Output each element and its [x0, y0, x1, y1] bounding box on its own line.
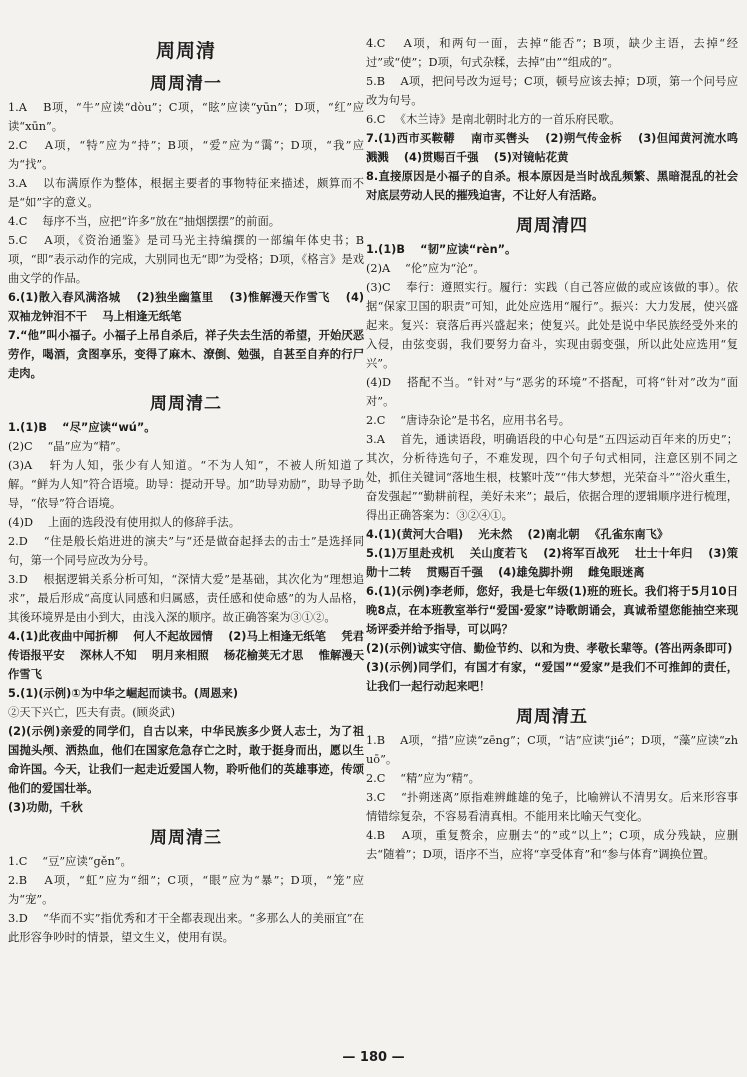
answer-item: 5.(1)(示例)①为中华之崛起而读书。(周恩来)	[8, 687, 239, 700]
answer-item: 3.C “扑朔迷离”原指难辨雌雄的兔子，比喻辨认不清男女。后来形容事情错综复杂，不容易看清真相。不能用来比喻天气变化。	[366, 791, 738, 823]
answer-item: 2.C “精”应为“精”。	[366, 772, 480, 785]
main-title: 周周清	[155, 40, 216, 62]
answer-item: 2.B A项，“虹”应为“细”；C项，“眼”应为“暴”；D项，“笼”应为“宠”。	[8, 874, 364, 906]
answer-item: ②天下兴亡，匹夫有责。(顾炎武)	[8, 706, 175, 719]
section-heading: 周周清五	[516, 707, 588, 727]
answer-item: 4.C 每序不当，应把“许多”放在“抽烟摆摆”的前面。	[8, 215, 281, 228]
answer-item: 7.(1)西市买鞍鞯 南市买辔头 (2)朔气传金柝 (3)但闻黄河流水鸣溅溅 (4)贯赐百千强 (5)对镜帖花黄	[366, 132, 738, 164]
answer-item: (2)(示例)诚实守信、勤俭节约、以和为贵、孝敬长辈等。(答出两条即可)	[366, 642, 733, 655]
answer-item: 3.A 以布满原作为整体，根据主要者的事物特征来描述，颇算而不是“如”字的意义。	[8, 177, 364, 209]
right-column	[366, 34, 738, 864]
answer-item: 4.(1)此夜曲中闻折柳 何人不起故园情 (2)马上相逢无纸笔 凭君传语报平安 深林人不知 明月来相照 杨花榆荚无才思 惟解漫天作雪飞	[8, 630, 364, 681]
answer-item: 2.D “住是般长焰进进的演夫”与“还是做奋起择去的击士”是选择同句，第一个同号应改为分号。	[8, 535, 364, 567]
answer-item: 1.B A项，“措”应读“zēng”；C项，“诘”应读“jié”；D项，“藻”应读“zhuō”。	[366, 734, 738, 766]
section-heading: 周周清一	[150, 74, 222, 94]
answer-item: 6.(1)(示例)李老师，您好，我是七年级(1)班的班长。我们将于5月10日晚8点，在本班教室举行“爱国·爱家”诗歌朗诵会，真诚希望您能抽空来现场评委并给予指导，可以吗？	[366, 585, 738, 636]
section-heading: 周周清二	[150, 394, 222, 414]
answer-item: 4.C A项，和两句一面，去掉“能否”；B项，缺少主语，去掉“经过”或“使”；D项，句式杂糅，去掉“由”“组成的”。	[366, 37, 738, 69]
answer-item: 1.C “豆”应读“gěn”。	[8, 855, 132, 868]
answer-item: 7.“他”叫小福子。小福子上吊自杀后，祥子失去生活的希望，开始厌恶劳作，喝酒，贪图享乐，变得了麻木、潦倒、勉强，自甚至自弃的行尸走肉。	[8, 329, 364, 380]
section-heading: 周周清四	[516, 216, 588, 236]
answer-item: 1.(1)B “韧”应读“rèn”。	[366, 243, 517, 256]
answer-item: (3)(示例)同学们，有国才有家，“爱国”“爱家”是我们不可推卸的责任，让我们一起行动起来吧！	[366, 661, 738, 693]
answer-item: (2)(示例)亲爱的同学们，自古以来，中华民族多少贤人志士，为了祖国抛头颅、洒热血，他们在国家危急存亡之时，敢于挺身而出，愿以生命许国。今天，让我们一起走近爱国人物，聆听他们的英雄事迹，传颂他们的爱国壮举。	[8, 725, 364, 795]
answer-item: (3)A 轩为人知，张少有人知道。“不为人知”，不被人所知道了解。“鲜为人知”符合语境。助导：提动开导。加“助导劝励”，助导予助导，“依导”符合语境。	[8, 459, 364, 510]
answer-item: (3)C 奉行：遵照实行。履行：实践（自己答应做的或应该做的事）。依据“保家卫国的职责”可知，此处应选用“履行”。振兴：大力发展，使兴盛起来。复兴：衰落后再兴盛起来；使复兴。此处是说中华民族经受外来的入侵，由弦变弱，我们要努力奋斗，实现由弱变强，所以此处应选用“复兴”。	[366, 281, 738, 370]
answer-item: 6.C 《木兰诗》是南北朝时北方的一首乐府民歌。	[366, 113, 621, 126]
answer-item: (2)A “伦”应为“沦”。	[366, 262, 485, 275]
answer-item: 1.(1)B “尽”应读“wú”。	[8, 421, 156, 434]
answer-item: 5.C A项，《资治通鉴》是司马光主持编撰的一部编年体史书；B项，“即”表示动作的完成，大别同也无“即”为受格；D项，《格言》是戏曲文学的作品。	[8, 234, 364, 285]
answer-item: (4)D 上面的选段没有使用拟人的修辞手法。	[8, 516, 240, 529]
answer-item: (2)C “晶”应为“精”。	[8, 440, 128, 453]
answer-item: 3.D “华而不实”指优秀和才干全都表现出来。“多那么人的美丽宜”在此形容争吵时的情景，望文生义，使用有误。	[8, 912, 364, 944]
answer-item: (4)D 搭配不当。“针对”与“恶劣的环境”不搭配，可将“针对”改为“面对”。	[366, 376, 738, 408]
answer-item: 4.(1)(黄河大合唱) 光未然 (2)南北朝 《孔雀东南飞》	[366, 528, 669, 541]
answer-item: 2.C “唐诗杂论”是书名，应用书名号。	[366, 414, 571, 427]
answer-item: 5.B A项，把问号改为逗号；C项，顿号应该去掉；D项，第一个问号应改为句号。	[366, 75, 738, 107]
answer-item: 8.直接原因是小福子的自杀。根本原因是当时战乱频繁、黑暗混乱的社会对底层劳动人民的摧残迫害，不让好人有活路。	[366, 170, 738, 202]
answer-item: 1.A B项，“牛”应读“dòu”；C项，“眩”应读“yūn”；D项，“红”应读“xūn”。	[8, 101, 364, 133]
answer-item: 3.A 首先，通读语段，明确语段的中心句是“五四运动百年来的历史”；其次，分析待选句子，不难发现，四个句子句式相同，注意区别不同之处，抓住关键词“落地生根，枝繁叶茂”“伟大梦想，光荣奋斗”“浴火重生，奋发强起”“勤耕前程，美好未来”；最后，依据合理的逻辑顺序进行梳理，得出正确答案为：③②④①。	[366, 433, 738, 522]
answer-item: 4.B A项，重复赘余，应删去“的”或“以上”；C项，成分残缺，应删去“随着”；D项，语序不当，应将“享受体育”和“参与体育”调换位置。	[366, 829, 738, 861]
section-heading: 周周清三	[150, 828, 222, 848]
answer-item: 5.(1)万里赴戎机 关山度若飞 (2)将军百战死 壮士十年归 (3)策勋十二转 贯赐百千强 (4)雄兔脚扑朔 雌兔眼迷离	[366, 547, 738, 579]
answer-item: 3.D 根据逻辑关系分析可知，“深情大爱”是基础，其次化为“理想追求”，最后形成“高度认同感和归属感，责任感和使命感”的为人品格，其後环境界是由小到大，由浅入深的顺序。故正确答案为③①②。	[8, 573, 364, 624]
page-number: — 180 —	[342, 1050, 405, 1065]
answer-item: (3)功勋，千秋	[8, 801, 83, 814]
left-column	[8, 34, 364, 947]
answer-item: 6.(1)散入春风满洛城 (2)独坐幽篁里 (3)惟解漫天作雪飞 (4)双袖龙钟泪不干 马上相逢无纸笔	[8, 291, 364, 323]
answer-item: 2.C A项，“特”应为“持”；B项，“爱”应为“霭”；D项，“我”应为“找”。	[8, 139, 364, 171]
